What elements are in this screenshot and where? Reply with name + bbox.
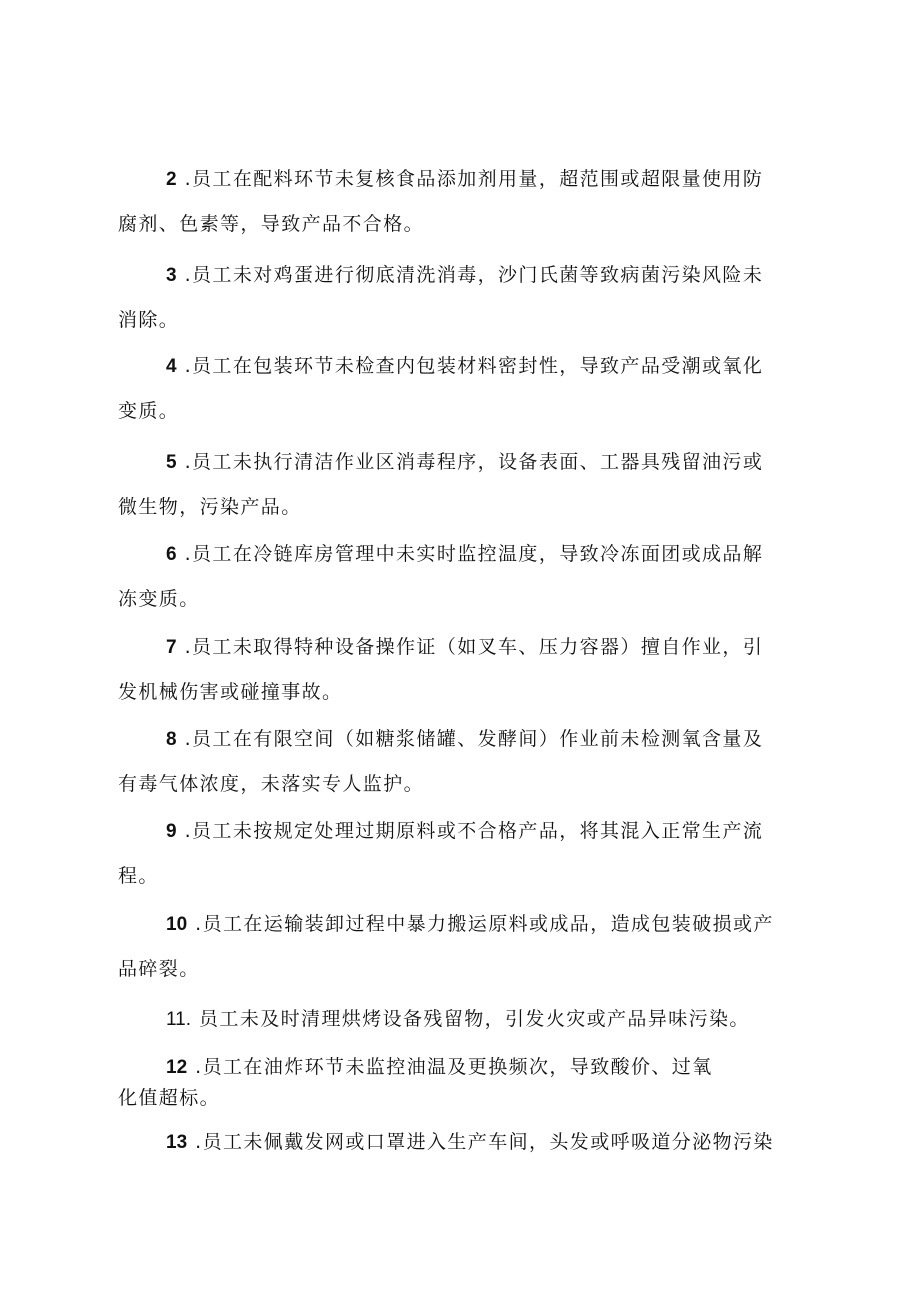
item-text-line-1: 员工在有限空间（如糖浆储罐、发酵间）作业前未检测氧含量及: [192, 728, 764, 750]
item-text-line-2: 冻变质。: [118, 588, 200, 610]
list-item-4: [118, 344, 820, 434]
item-text-line-2: 程。: [118, 865, 159, 887]
item-number: 5: [166, 452, 177, 473]
list-item-13: [118, 1120, 820, 1165]
item-text-line-1: 员工未及时清理烘烤设备残留物，引发火灾或产品异味污染。: [199, 1008, 750, 1030]
item-number: 12: [166, 1057, 188, 1078]
item-separator: .: [184, 820, 193, 842]
item-number: 3: [166, 265, 177, 286]
item-number: 6: [166, 544, 177, 565]
list-item-10: [118, 902, 820, 992]
item-separator: .: [184, 451, 193, 473]
item-text-line-2: 有毒气体浓度，未落实专人监护。: [118, 773, 425, 795]
item-separator: .: [184, 264, 193, 286]
item-separator: .: [184, 543, 193, 565]
list-item-9: [118, 809, 820, 899]
item-text-line-1: 员工在配料环节未复核食品添加剂用量，超范围或超限量使用防: [192, 168, 764, 190]
item-number: 8: [166, 729, 177, 750]
item-separator: .: [184, 355, 193, 377]
item-number: 11.: [166, 1009, 192, 1030]
list-item-2: [118, 157, 820, 247]
item-separator: .: [184, 728, 193, 750]
item-number: 10: [166, 914, 188, 935]
item-text-line-2: 化值超标。: [118, 1087, 221, 1109]
item-text-line-2: 品碎裂。: [118, 958, 200, 980]
item-text-line-1: 员工在冷链库房管理中未实时监控温度，导致冷冻面团或成品解: [192, 543, 764, 565]
item-text-line-1: 员工未按规定处理过期原料或不合格产品，将其混入正常生产流: [192, 820, 764, 842]
item-number: 13: [166, 1132, 188, 1153]
list-item-11: [118, 997, 820, 1042]
item-text-line-2: 变质。: [118, 400, 180, 422]
item-text-line-1: 员工在油炸环节未监控油温及更换频次，导致酸价、过氧: [202, 1056, 713, 1078]
item-separator: .: [195, 1056, 203, 1078]
item-number: 9: [166, 821, 177, 842]
list-item-5: [118, 440, 820, 530]
item-text-line-2: 腐剂、色素等，导致产品不合格。: [118, 213, 425, 235]
item-text-line-1: 员工未取得特种设备操作证（如叉车、压力容器）擅自作业，引: [192, 636, 764, 658]
item-text-line-1: 员工未执行清洁作业区消毒程序，设备表面、工器具残留油污或: [192, 451, 764, 473]
list-item-6: [118, 532, 820, 622]
item-separator: .: [184, 636, 193, 658]
list-item-12: [118, 1052, 820, 1114]
list-item-3: [118, 253, 820, 343]
item-text-line-1: 员工在包装环节未检查内包装材料密封性，导致产品受潮或氧化: [192, 355, 764, 377]
item-text-line-1: 员工未对鸡蛋进行彻底清洗消毒，沙门氏菌等致病菌污染风险未: [192, 264, 764, 286]
item-number: 4: [166, 356, 177, 377]
item-text-line-1: 员工未佩戴发网或口罩进入生产车间，头发或呼吸道分泌物污染: [202, 1131, 774, 1153]
list-item-7: [118, 625, 820, 715]
item-text-line-2: 消除。: [118, 309, 180, 331]
item-text-line-2: 微生物，污染产品。: [118, 496, 302, 518]
item-separator: .: [184, 168, 193, 190]
item-text-line-2: 发机械伤害或碰撞事故。: [118, 681, 343, 703]
list-item-8: [118, 717, 820, 807]
item-number: 7: [166, 637, 177, 658]
item-number: 2: [166, 169, 177, 190]
item-separator: .: [195, 1131, 203, 1153]
item-separator: .: [195, 913, 203, 935]
item-text-line-1: 员工在运输装卸过程中暴力搬运原料或成品，造成包装破损或产: [202, 913, 774, 935]
